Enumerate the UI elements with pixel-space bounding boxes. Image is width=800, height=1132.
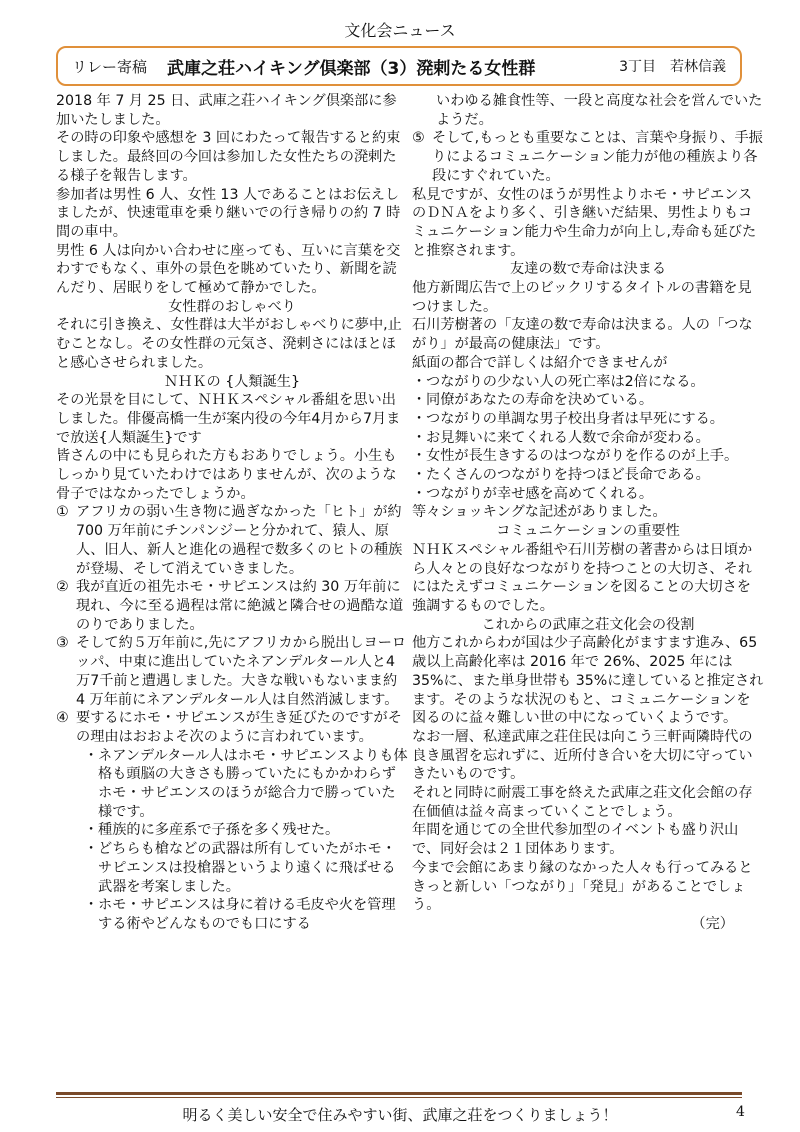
bullet-dot: ・ — [412, 448, 427, 465]
bullet-item — [412, 485, 764, 504]
bullet-dot: ・ — [412, 467, 427, 484]
paragraph: 男性 6 人は向かい合わせに座っても、互いに言葉を交わすでもなく、車外の景色を眺めていたり、新聞を読んだり、居眠りをして極めて静かでした。 — [56, 242, 401, 297]
bullet-text: つながりの少ない人の死亡率は2倍になる。 — [426, 373, 705, 390]
bullet-dot: ・ — [84, 822, 99, 839]
section-heading: コミュニケーションの重要性 — [496, 523, 680, 540]
paragraph: ＮＨＫスペシャル番組や石川芳樹の著書からは日頃から人々との良好なつながりを持つことの大切さ、それにはたえずコミュニケーションを図ることの大切さを強調するものでした。 — [412, 541, 753, 614]
relay-label: リレー寄稿 — [72, 57, 148, 76]
bullet-text: つながりの単調な男子校出身者は早死にする。 — [426, 410, 724, 427]
paragraph: 他方これからわが国は少子高齢化がますます進み、65 歳以上高齢化率は 2016 年で 26%、2025 年には 35%に、また単身世帯も 35%に達していると推定されます。そのような状況のもと、コミュニケーションを図るのに益々難しい世の中になっていくようです。 — [412, 635, 764, 727]
footer-slogan: 明るく美しい安全で住みやすい街、武庫之荘をつくりましょう！ — [182, 1106, 618, 1124]
bullet-text: 種族的に多産系で子孫を多く残せた。 — [98, 822, 340, 839]
bullet-dot: ・ — [412, 410, 427, 427]
paragraph: その時の印象や感想を 3 回にわたって報告すると約束しました。最終回の今回は参加した女性たちの溌剌たる様子を報告します。 — [56, 130, 401, 184]
bullet-dot: ・ — [84, 841, 99, 858]
paragraph: 2018 年 7 月 25 日、武庫之荘ハイキング倶楽部に参加いたしました。 — [56, 93, 397, 128]
paragraph: 年間を通じての全世代参加型のイベントも盛り沢山で、同好会は２１団体あります。 — [412, 822, 739, 858]
paragraph: それと同時に耐震工事を終えた武庫之荘文化会館の存在価値は益々高まっていくことでしょう。 — [412, 785, 753, 820]
bullet-text: たくさんのつながりを持つほど長命である。 — [426, 467, 710, 484]
numbered-item — [56, 634, 408, 709]
paragraph: なお一層、私達武庫之荘住民は向こう三軒両隣時代の良き風習を忘れずに、近所付き合いを大切に守っていきたいものです。 — [412, 728, 753, 783]
bullet-item — [56, 821, 408, 840]
item-text: そして,もっとも重要なことは、言葉や身振り、手振りによるコミュニケーション能力が他の種族より各段にすぐれていた。 — [432, 130, 763, 184]
bullet-text: お見舞いに来てくれる人数で余命が変わる。 — [426, 429, 710, 446]
author-name: 3丁目 若林信義 — [619, 59, 726, 75]
left-column — [56, 92, 408, 934]
paragraph: 他方新聞広告で上のビックリするタイトルの書籍を見つけました。 — [412, 280, 752, 315]
bullet-dot: ・ — [84, 747, 99, 764]
paragraph: 参加者は男性 6 人、女性 13 人であることはお伝えしましたが、快速電車を乗り継いでの行き帰りの約 7 時間の車中。 — [56, 186, 401, 240]
bullet-item — [412, 391, 764, 410]
numbered-item — [56, 578, 408, 634]
paragraph: いわゆる雑食性等、一段と高度な社会を営んでいたようだ。 — [436, 93, 763, 128]
item-text: 要するにホモ・サピエンスが生き延びたのですがその理由はおおよそ次のように言われています。 — [76, 710, 402, 745]
bullet-dot: ・ — [412, 429, 427, 446]
paragraph: それに引き換え、女性群は大半がおしゃべりに夢中,止むことなし。その女性群の元気さ、溌剌さにはほとほと感心させられました。 — [56, 317, 402, 371]
right-column — [412, 92, 764, 934]
item-number: ① — [56, 504, 69, 521]
bullet-text: 女性が長生きするのはつながりを作るのが上手。 — [426, 448, 739, 465]
bullet-dot: ・ — [412, 373, 427, 390]
bullet-dot: ・ — [412, 485, 427, 502]
bullet-item — [412, 410, 764, 429]
bullet-dot: ・ — [84, 897, 99, 914]
bullet-text: 同僚があなたの寿命を決めている。 — [426, 392, 654, 409]
section-heading: 友達の数で寿命は決まる — [509, 261, 667, 278]
bullet-item — [412, 447, 764, 466]
section-heading: ＮＨＫの {人類誕生} — [163, 373, 301, 390]
bullet-item — [412, 466, 764, 485]
bullet-dot: ・ — [412, 392, 427, 409]
paragraph: 紙面の都合で詳しくは紹介できませんが — [412, 354, 668, 371]
section-heading: これからの武庫之荘文化会の役割 — [481, 616, 695, 633]
numbered-item — [56, 709, 408, 746]
item-number: ⑤ — [412, 130, 425, 147]
section-heading: 女性群のおしゃべり — [168, 298, 296, 315]
newsletter-header: 文化会ニュース — [344, 21, 456, 40]
page-number: 4 — [736, 1104, 745, 1120]
bullet-item — [412, 429, 764, 448]
paragraph: 石川芳樹著の「友達の数で寿命は決まる。人の「つながり」が最高の健康法」です。 — [412, 317, 753, 353]
paragraph: その光景を目にして、ＮＨＫスペシャル番組を思い出しました。俳優高橋一生が案内役の今年4月から7月まで放送{人類誕生}です — [56, 392, 401, 446]
item-number: ④ — [56, 710, 69, 727]
bullet-item — [56, 840, 408, 896]
bullet-item — [412, 373, 764, 392]
end-mark: （完） — [691, 915, 734, 932]
item-text: 我が直近の祖先ホモ・サピエンスは約 30 万年前に現れ、今に至る過程は常に絶滅と隣合せの過酷な道のりでありました。 — [76, 579, 404, 633]
bullet-text: つながりが幸せ感を高めてくれる。 — [426, 485, 654, 502]
footer-rule-thick — [56, 1092, 742, 1095]
item-number: ③ — [56, 635, 69, 652]
article-title: 武庫之荘ハイキング倶楽部（3）溌剌たる女性群 — [167, 58, 536, 79]
paragraph: 皆さんの中にも見られた方もおありでしょう。小生もしっかり見ていたわけではありませんが、次のような骨子ではなかったでしょうか。 — [56, 448, 397, 502]
item-text: アフリカの弱い生き物に過ぎなかった「ヒト」が約 700 万年前にチンパンジーと分かれて、猿人、原人、旧人、新人と進化の過程で数多くのヒトの種族が登場、そして消えていきました。 — [76, 504, 403, 577]
paragraph: 今まで会館にあまり縁のなかった人々も行ってみるときっと新しい「つながり」「発見」があることでしょう。 — [412, 859, 753, 914]
footer-rule-thin — [56, 1097, 742, 1098]
bullet-text: ホモ・サピエンスは身に着ける毛皮や火を管理する術やどんなものでも口にする — [98, 897, 396, 932]
item-text: そして約５万年前に,先にアフリカから脱出しヨーロッパ、中東に進出していたネアンデルタール人と4万7千前と遭遇しました。大きな戦いもないまま約 4 万年前にネアンデルタール人は自然消滅します。 — [76, 635, 407, 708]
article-title-box — [56, 46, 742, 86]
paragraph: 等々ショッキングな記述がありました。 — [412, 504, 667, 521]
paragraph: 私見ですが、女性のほうが男性よりホモ・サピエンスのＤＮＡをより多く、引き継いだ結果、男性よりもコミュニケーション能力や生命力が向上し,寿命も延びたと推察されます。 — [412, 186, 757, 259]
item-number: ② — [56, 579, 69, 596]
numbered-item — [56, 503, 408, 578]
numbered-item — [412, 129, 764, 185]
bullet-text: ネアンデルタール人はホモ・サピエンスよりも体格も頭脳の大きさも勝っていたにもかかわらずホモ・サピエンスのほうが総合力で勝っていた様です。 — [98, 747, 408, 820]
bullet-text: どちらも槍などの武器は所有していたがホモ・サピエンスは投槍器というより遠くに飛ばせる武器を考案しました。 — [98, 841, 396, 895]
bullet-item — [56, 747, 408, 822]
bullet-item — [56, 896, 408, 933]
